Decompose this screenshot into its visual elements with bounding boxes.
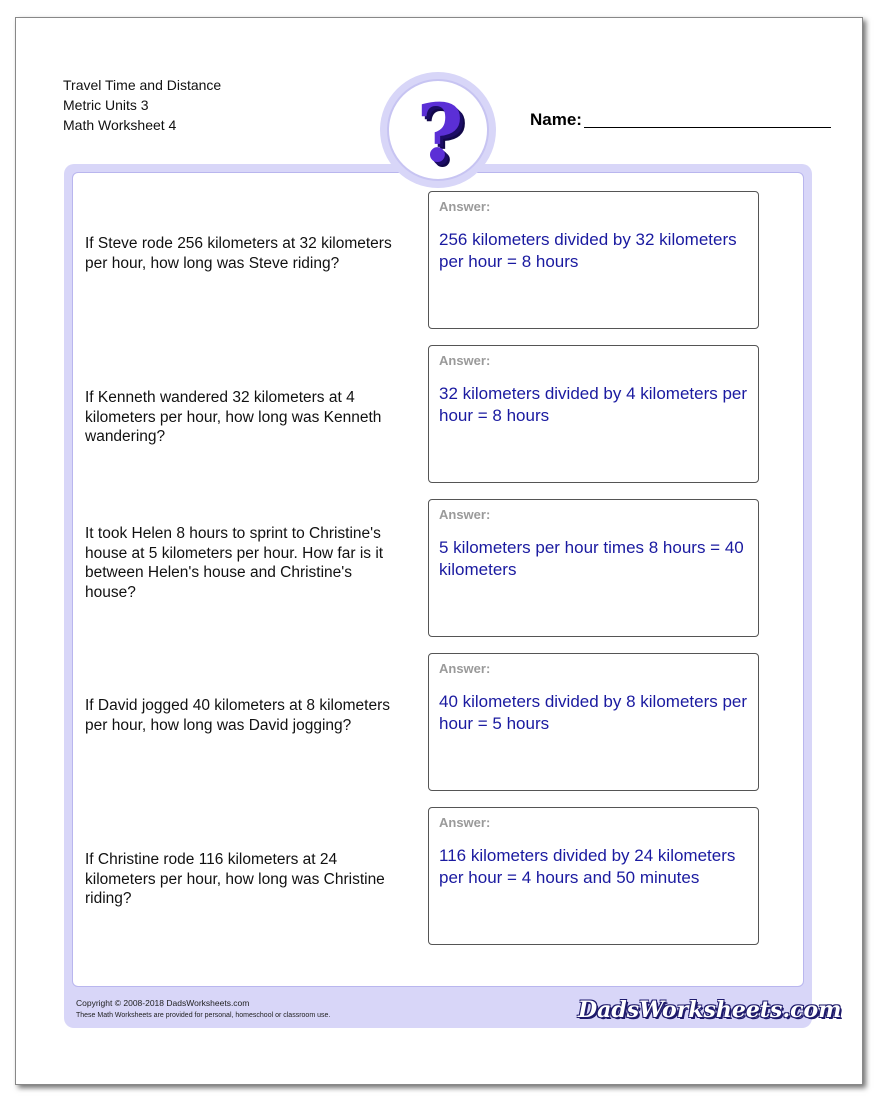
dadsworksheets-logo: DadsWorksheets.com — [578, 997, 842, 1023]
copyright-text: Copyright © 2008-2018 DadsWorksheets.com — [76, 998, 250, 1008]
answer-text-3: 5 kilometers per hour times 8 hours = 40 kilometers — [439, 538, 744, 579]
question-5: If Christine rode 116 kilometers at 24 kilometers per hour, how long was Christine riding? — [85, 851, 385, 907]
name-field-line — [584, 127, 831, 128]
question-mark-icon: ? — [416, 86, 464, 180]
answer-text-1: 256 kilometers divided by 32 kilometers per hour = 8 hours — [439, 230, 737, 271]
worksheet-subtitle: Metric Units 3 — [63, 97, 149, 113]
worksheet-title: Travel Time and Distance — [63, 77, 222, 93]
question-mark-logo — [380, 72, 496, 188]
answer-box-4[interactable] — [428, 653, 759, 791]
answer-label: Answer: — [439, 507, 491, 522]
answer-box-1[interactable] — [428, 191, 759, 329]
logo-ring — [387, 79, 489, 181]
answer-label: Answer: — [439, 815, 491, 830]
name-label: Name: — [530, 110, 582, 129]
question-3: It took Helen 8 hours to sprint to Christine's house at 5 kilometers per hour. How far is it between Helen's house and Christine's house? — [85, 525, 384, 601]
question-1: If Steve rode 256 kilometers at 32 kilometers per hour, how long was Steve riding? — [85, 235, 392, 272]
answer-label: Answer: — [439, 353, 491, 368]
answer-label: Answer: — [439, 199, 491, 214]
answer-box-5[interactable] — [428, 807, 759, 945]
answer-text-4: 40 kilometers divided by 8 kilometers per hour = 5 hours — [439, 692, 748, 733]
answer-box-3[interactable] — [428, 499, 759, 637]
answer-label: Answer: — [439, 661, 491, 676]
answer-box-2[interactable] — [428, 345, 759, 483]
answer-text-2: 32 kilometers divided by 4 kilometers per hour = 8 hours — [439, 384, 748, 425]
worksheet-number: Math Worksheet 4 — [63, 117, 177, 133]
answer-text-5: 116 kilometers divided by 24 kilometers per hour = 4 hours and 50 minutes — [439, 846, 736, 887]
question-2: If Kenneth wandered 32 kilometers at 4 kilometers per hour, how long was Kenneth wandering? — [85, 389, 382, 445]
question-4: If David jogged 40 kilometers at 8 kilometers per hour, how long was David jogging? — [85, 697, 390, 734]
disclaimer-text: These Math Worksheets are provided for personal, homeschool or classroom use. — [76, 1012, 331, 1019]
